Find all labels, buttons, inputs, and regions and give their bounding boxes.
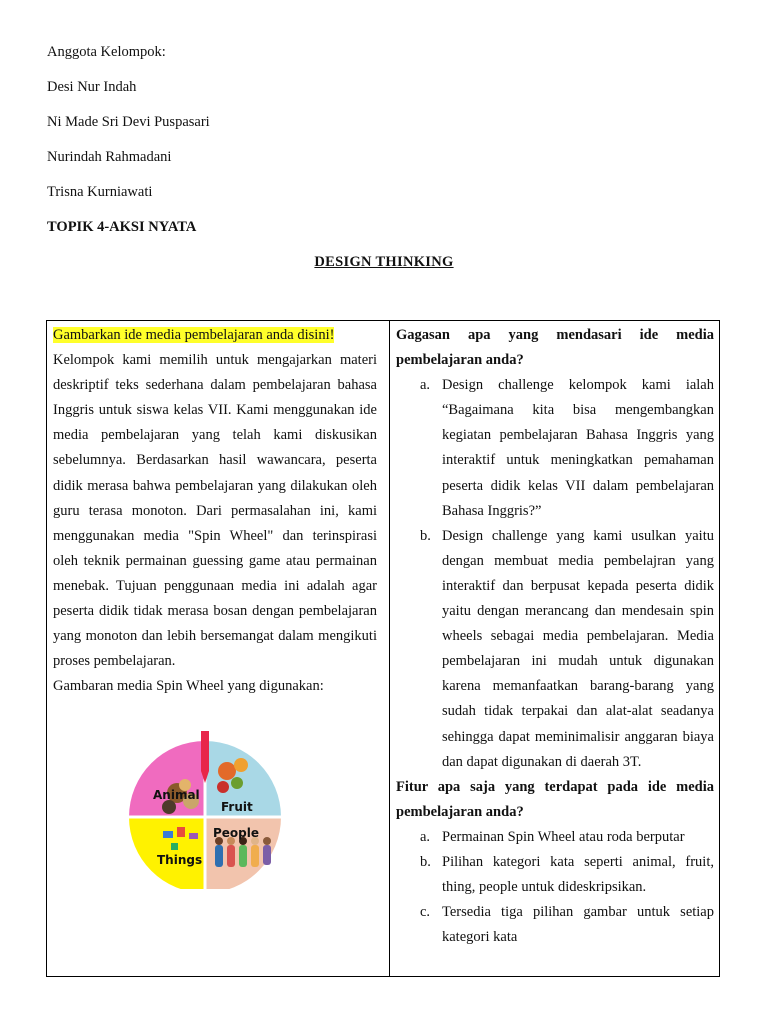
list-item <box>396 850 714 900</box>
list-item-text: Pilihan kategori kata seperti animal, fruit, thing, people untuk dideskripsikan. <box>442 853 714 896</box>
members-label: Anggota Kelompok: <box>47 44 166 60</box>
features-list <box>396 825 714 950</box>
list-item <box>396 900 714 950</box>
member-name: Trisna Kurniawati <box>47 184 153 200</box>
design-table <box>46 320 720 977</box>
list-item-text: Design challenge kelompok kami ialah “Bagaimana kita bisa mengembangkan kegiatan pembelajaran Bahasa Inggris yang interaktif untuk meningkatkan pemahaman peserta didik kelas VII dalam pembelajaran Bahasa Inggris?” <box>442 377 714 519</box>
list-item <box>396 373 714 524</box>
list-marker: b. <box>420 853 431 870</box>
left-cell <box>53 323 377 699</box>
question-features: Fitur apa saja yang terdapat pada ide media pembelajaran anda? <box>396 778 714 820</box>
wheel-label-fruit: Fruit <box>221 800 253 814</box>
member-name: Desi Nur Indah <box>47 79 137 95</box>
spin-wheel-illustration <box>127 731 289 889</box>
list-marker: b. <box>420 527 431 544</box>
list-item <box>396 524 714 775</box>
member-name: Nurindah Rahmadani <box>47 149 172 165</box>
list-marker: c. <box>420 904 431 921</box>
list-item-text: Design challenge yang kami usulkan yaitu dengan membuat media pembelajran yang interaktif dan berpusat kepada peserta didik yaitu dengan merancang dan mendesain spin wheels sebagai media pembelajaran. Media pembelajaran ini mudah untuk digunakan karena memanfaatkan barang-barang yang sudah tidak terpakai dan alat-alat seadanya sehingga dapat meminimalisir anggaran biaya dan dapat digunakan di daerah 3T. <box>442 527 714 770</box>
wheel-label-things: Things <box>157 853 203 867</box>
page-title: DESIGN THINKING <box>314 254 454 270</box>
list-item-text: Permainan Spin Wheel atau roda berputar <box>442 828 685 845</box>
idea-basis-list <box>396 373 714 775</box>
description-paragraph: Kelompok kami memilih untuk mengajarkan materi deskriptif teks sederhana dalam pembelajaran bahasa Inggris untuk siswa kelas VII. Kami menggunakan ide media pembelajaran yang telah kami diskusikan sebelumnya. Berdasarkan hasil wawancara, peserta didik merasa bahwa pembelajaran yang dilakukan oleh guru terasa monoton. Dari permasalahan ini, kami menggunakan media "Spin Wheel" dan terinspirasi oleh teknik permainan guessing game atau permainan menebak. Tujuan penggunaan media ini adalah agar peserta didik tidak merasa bosan dengan pembelajaran yang monoton dan lebih bersemangat dalam mengikuti proses pembelajaran. <box>53 352 377 670</box>
topic-heading: TOPIK 4-AKSI NYATA <box>47 219 197 235</box>
question-idea-basis: Gagasan apa yang mendasari ide media pembelajaran anda? <box>396 327 714 369</box>
list-marker: a. <box>420 828 431 845</box>
list-item <box>396 825 714 850</box>
member-name: Ni Made Sri Devi Puspasari <box>47 114 210 130</box>
list-marker: a. <box>420 377 431 394</box>
wheel-caption: Gambaran media Spin Wheel yang digunakan: <box>53 678 324 695</box>
wheel-label-animal: Animal <box>153 788 200 802</box>
prompt-highlight: Gambarkan ide media pembelajaran anda disini! <box>53 327 335 343</box>
right-cell <box>396 323 714 950</box>
list-item-text: Tersedia tiga pilihan gambar untuk setiap kategori kata <box>442 904 714 946</box>
column-divider <box>389 321 390 976</box>
wheel-label-people: People <box>213 826 260 840</box>
